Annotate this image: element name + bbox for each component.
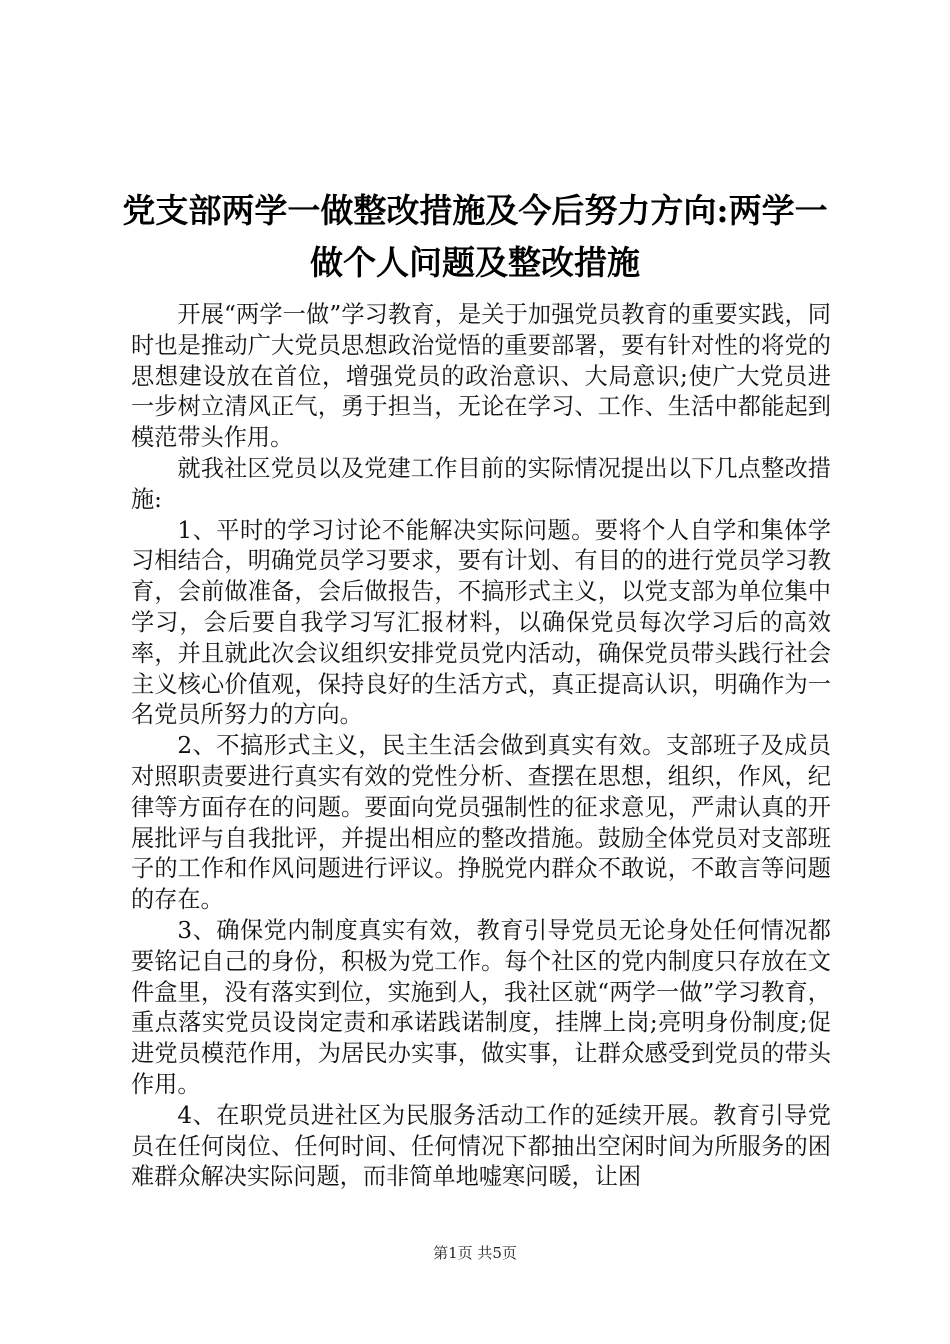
paragraph-measure-1: 1、平时的学习讨论不能解决实际问题。要将个人自学和集体学习相结合，明确党员学习要求，要有计划、有目的的进行党员学习教育，会前做准备，会后做报告，不搞形式主义，以党支部为单位集中学习，会后要自我学习写汇报材料，以确保党员每次学习后的高效率，并且就此次会议组织安排党员党内活动，确保党员带头践行社会主义核心价值观，保持良好的生活方式，真正提高认识，明确作为一名党员所努力的方向。 bbox=[131, 516, 831, 729]
paragraph-measure-3: 3、确保党内制度真实有效，教育引导党员无论身处任何情况都要铭记自己的身份，积极为党工作。每个社区的党内制度只存放在文件盒里，没有落实到位，实施到人，我社区就“两学一做”学习教育，重点落实党员设岗定责和承诺践诺制度，挂牌上岗;亮明身份制度;促进党员模范作用，为居民办实事，做实事，让群众感受到党员的带头作用。 bbox=[131, 916, 831, 1098]
page-number-footer: 第1页 共5页 bbox=[433, 1244, 517, 1262]
paragraph-measure-4: 4、在职党员进社区为民服务活动工作的延续开展。教育引导党员在任何岗位、任何时间、任何情况下都抽出空闲时间为所服务的困难群众解决实际问题，而非简单地嘘寒问暖，让困 bbox=[131, 1101, 831, 1191]
document-title: 党支部两学一做整改措施及今后努力方向:两学一做个人问题及整改措施 bbox=[122, 191, 828, 282]
document-body bbox=[131, 300, 831, 1193]
paragraph-lead: 就我社区党员以及党建工作目前的实际情况提出以下几点整改措施: bbox=[131, 454, 831, 513]
paragraph-measure-2: 2、不搞形式主义，民主生活会做到真实有效。支部班子及成员对照职责要进行真实有效的党性分析、查摆在思想，组织，作风，纪律等方面存在的问题。要面向党员强制性的征求意见，严肃认真的开展批评与自我批评，并提出相应的整改措施。鼓励全体党员对支部班子的工作和作风问题进行评议。挣脱党内群众不敢说，不敢言等问题的存在。 bbox=[131, 732, 831, 914]
paragraph-intro: 开展“两学一做”学习教育，是关于加强党员教育的重要实践，同时也是推动广大党员思想政治觉悟的重要部署，要有针对性的将党的思想建设放在首位，增强党员的政治意识、大局意识;使广大党员进一步树立清风正气，勇于担当，无论在学习、工作、生活中都能起到模范带头作用。 bbox=[131, 301, 831, 452]
